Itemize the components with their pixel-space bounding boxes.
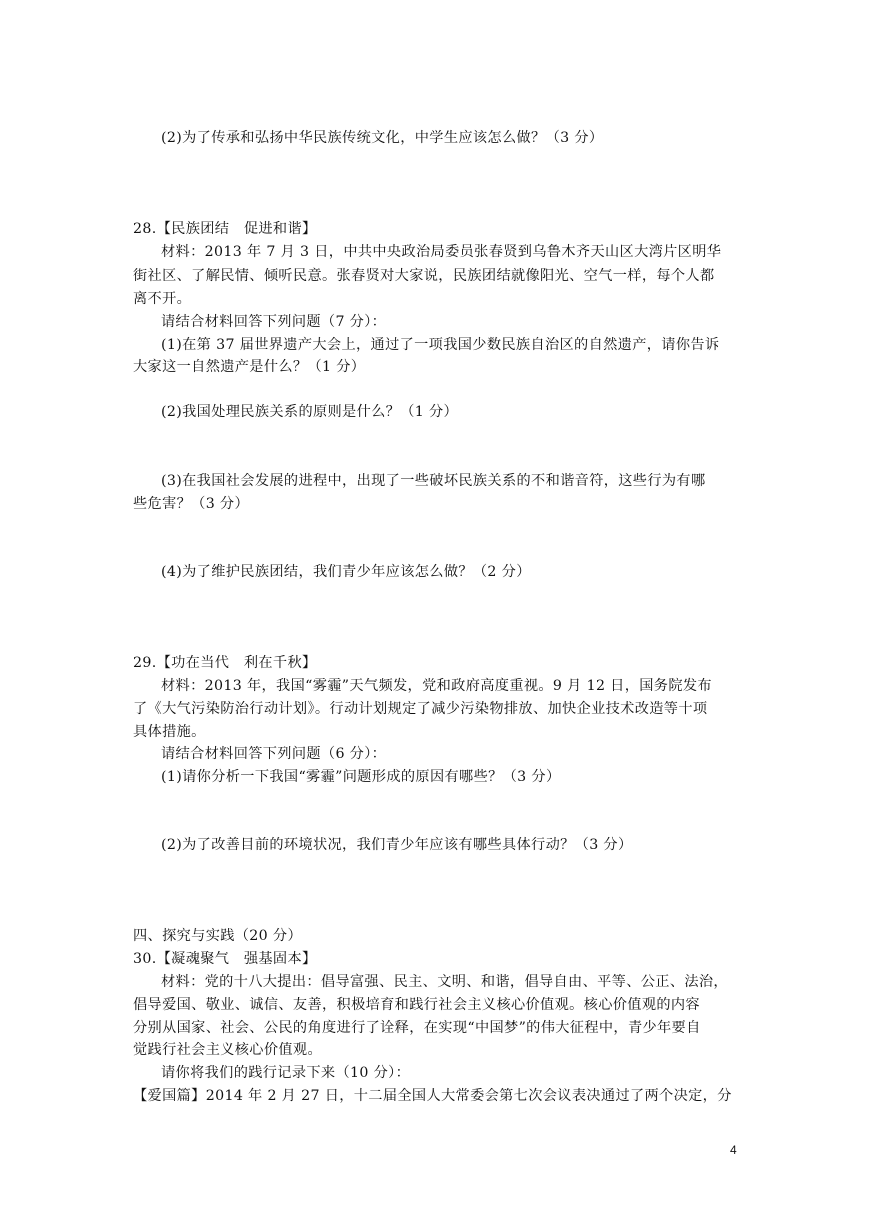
q30-material-line: 材料：党的十八大提出：倡导富强、民主、文明、和谐，倡导自由、平等、公正、法治， — [161, 974, 728, 990]
q27-part2: (2)为了传承和弘扬中华民族传统文化，中学生应该怎么做？（3 分） — [161, 130, 604, 146]
q29-heading: 29.【功在当代 利在千秋】 — [133, 655, 317, 671]
q28-part2: (2)我国处理民族关系的原则是什么？（1 分） — [161, 404, 459, 420]
q28-part3-line: (3)在我国社会发展的进程中，出现了一些破坏民族关系的不和谐音符，这些行为有哪 — [161, 473, 706, 489]
q28-part1-line: (1)在第 37 届世界遗产大会上，通过了一项我国少数民族自治区的自然遗产，请你告诉 — [161, 337, 720, 353]
q29-material-line: 材料：2013 年，我国“雾霾”天气频发，党和政府高度重视。9 月 12 日，国务院发布 — [161, 678, 712, 694]
q30-patriotism-line: 【爱国篇】2014 年 2 月 27 日，十二届全国人大常委会第七次会议表决通过了两个决定，分 — [133, 1088, 732, 1104]
q28-part3-line: 些危害？（3 分） — [133, 496, 249, 512]
q29-material-line: 具体措施。 — [133, 724, 206, 740]
q29-part2: (2)为了改善目前的环境状况，我们青少年应该有哪些具体行动？（3 分） — [161, 837, 633, 853]
q28-material-line: 街社区、了解民情、倾听民意。张春贤对大家说，民族团结就像阳光、空气一样，每个人都 — [133, 268, 715, 284]
q30-material-line: 分别从国家、社会、公民的角度进行了诠释，在实现“中国梦”的伟大征程中，青少年要自 — [133, 1020, 701, 1036]
q29-instruction: 请结合材料回答下列问题（6 分）： — [161, 746, 387, 762]
q29-part1: (1)请你分析一下我国“雾霾”问题形成的原因有哪些？（3 分） — [161, 769, 561, 785]
q30-heading: 30.【凝魂聚气 强基固本】 — [133, 951, 317, 967]
q30-material-line: 倡导爱国、敬业、诚信、友善，积极培育和践行社会主义核心价值观。核心价值观的内容 — [133, 997, 700, 1013]
q28-part1-line: 大家这一自然遗产是什么？（1 分） — [133, 359, 366, 375]
q30-instruction: 请你将我们的践行记录下来（10 分）： — [161, 1065, 411, 1081]
section4-heading: 四、探究与实践（20 分） — [133, 928, 302, 944]
q28-part4: (4)为了维护民族团结，我们青少年应该怎么做？（2 分） — [161, 564, 531, 580]
q28-instruction: 请结合材料回答下列问题（7 分）： — [161, 314, 387, 330]
q28-heading: 28.【民族团结 促进和谐】 — [133, 221, 317, 237]
q29-material-line: 了《大气污染防治行动计划》。行动计划规定了减少污染物排放、加快企业技术改造等十项 — [133, 701, 708, 717]
q30-material-line: 觉践行社会主义核心价值观。 — [133, 1042, 322, 1058]
page-number: 4 — [730, 1143, 737, 1157]
q28-material-line: 材料：2013 年 7 月 3 日，中共中央政治局委员张春贤到乌鲁木齐天山区大湾片区明华 — [161, 244, 722, 260]
q28-material-line: 离不开。 — [133, 291, 192, 307]
